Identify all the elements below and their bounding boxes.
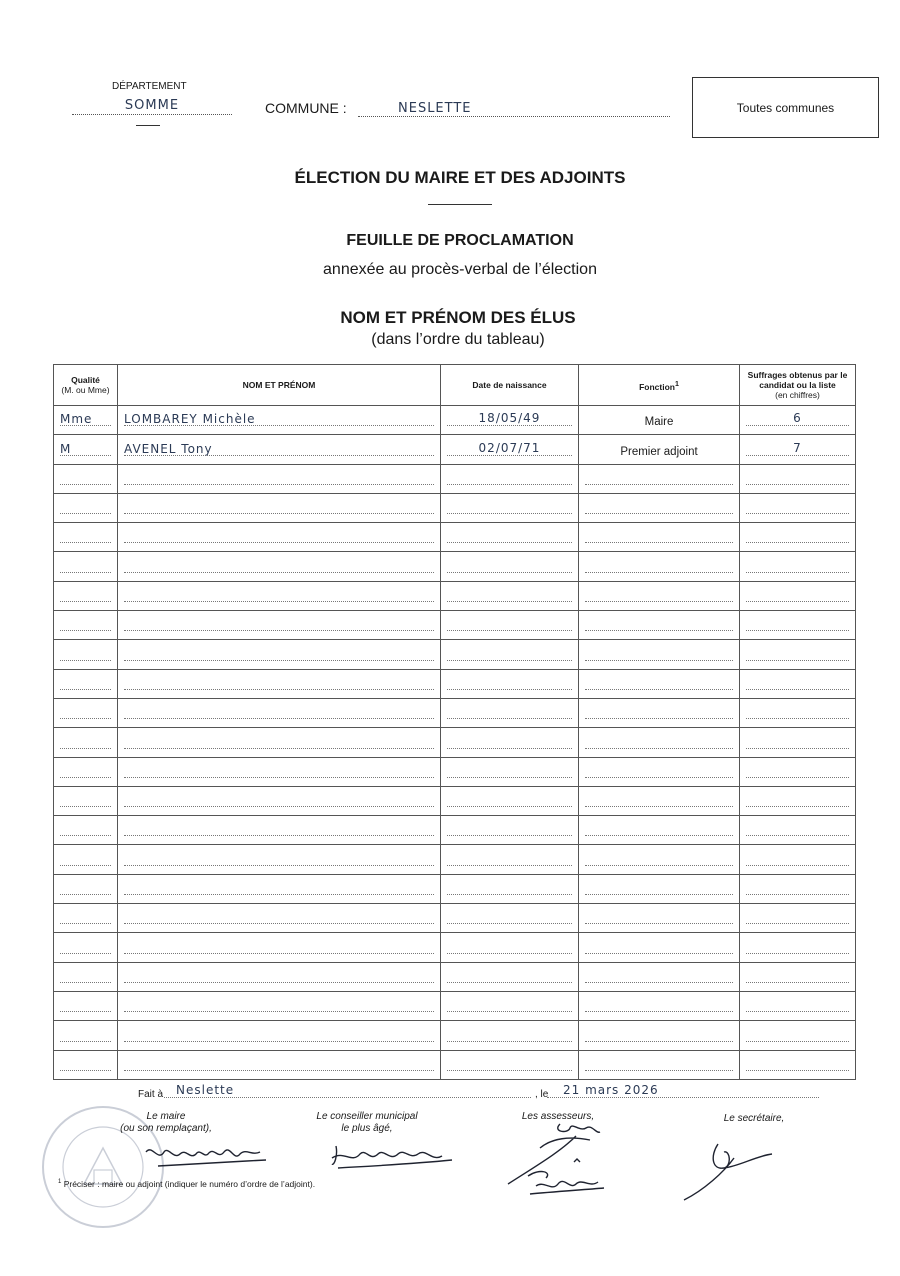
dotted-line	[585, 601, 733, 602]
cell-fonction	[579, 991, 740, 1020]
dotted-line	[746, 572, 849, 573]
dotted-line	[124, 748, 434, 749]
cell-nom	[118, 962, 441, 991]
cell-naissance	[441, 786, 579, 815]
cell-suffrages	[740, 933, 856, 962]
sheet-title: FEUILLE DE PROCLAMATION	[346, 232, 574, 249]
table-row	[54, 640, 856, 669]
cell-naissance	[441, 904, 579, 933]
cell-qualite	[54, 904, 118, 933]
cell-qualite	[54, 493, 118, 522]
table-row	[54, 669, 856, 698]
dotted-line	[746, 1070, 849, 1071]
header-qualite: Qualité (M. ou Mme)	[54, 365, 118, 406]
cell-qualite	[54, 874, 118, 903]
cell-naissance-value: 02/07/71	[478, 440, 541, 455]
cell-qualite-value: Mme	[60, 412, 93, 427]
conseiller-signature	[322, 1136, 458, 1176]
dotted-line	[746, 455, 849, 456]
dotted-line	[746, 630, 849, 631]
dotted-line	[746, 1011, 849, 1012]
dotted-line	[746, 865, 849, 866]
table-body	[54, 406, 856, 1080]
cell-nom	[118, 728, 441, 757]
cell-fonction	[579, 493, 740, 522]
dotted-line	[124, 542, 434, 543]
dotted-line	[585, 894, 733, 895]
table-header-row	[54, 365, 856, 406]
cell-fonction	[579, 962, 740, 991]
title-divider	[428, 204, 492, 205]
dotted-line	[60, 689, 111, 690]
dotted-line	[447, 982, 572, 983]
dotted-line	[124, 689, 434, 690]
cell-suffrages	[740, 1050, 856, 1079]
dotted-line	[60, 718, 111, 719]
dotted-line	[585, 1070, 733, 1071]
dotted-line	[746, 982, 849, 983]
cell-suffrages	[740, 786, 856, 815]
cell-fonction	[579, 845, 740, 874]
dotted-line	[447, 660, 572, 661]
cell-fonction	[579, 611, 740, 640]
dotted-line	[585, 748, 733, 749]
cell-nom	[118, 757, 441, 786]
fait-value: Neslette	[164, 1083, 531, 1098]
cell-naissance	[441, 523, 579, 552]
cell-fonction	[579, 1050, 740, 1079]
dotted-line	[124, 1041, 434, 1042]
cell-suffrages	[740, 728, 856, 757]
dotted-line	[124, 982, 434, 983]
cell-suffrages	[740, 757, 856, 786]
cell-qualite	[54, 757, 118, 786]
list-title: NOM ET PRÉNOM DES ÉLUS	[340, 308, 576, 327]
cell-suffrages	[740, 552, 856, 581]
cell-suffrages	[740, 523, 856, 552]
cell-nom	[118, 816, 441, 845]
secretaire-sign-label: Le secrétaire,	[723, 1113, 785, 1124]
dotted-line	[60, 777, 111, 778]
dotted-line	[585, 835, 733, 836]
cell-nom	[118, 786, 441, 815]
cell-naissance	[441, 552, 579, 581]
dotted-line	[447, 572, 572, 573]
cell-qualite	[54, 991, 118, 1020]
dotted-line	[60, 806, 111, 807]
departement-divider	[136, 125, 160, 126]
commune-value: NESLETTE	[358, 101, 670, 117]
dotted-line	[746, 513, 849, 514]
departement-value: SOMME	[72, 98, 232, 115]
table-row	[54, 698, 856, 727]
cell-nom	[118, 669, 441, 698]
cell-suffrages	[740, 816, 856, 845]
cell-nom	[118, 874, 441, 903]
cell-fonction	[579, 523, 740, 552]
dotted-line	[585, 777, 733, 778]
cell-fonction	[579, 435, 740, 464]
dotted-line	[60, 982, 111, 983]
table-row	[54, 991, 856, 1020]
dotted-line	[585, 1011, 733, 1012]
dotted-line	[124, 513, 434, 514]
sheet-subtitle: annexée au procès-verbal de l’élection	[323, 261, 597, 278]
cell-suffrages	[740, 581, 856, 610]
dotted-line	[124, 660, 434, 661]
dotted-line	[746, 601, 849, 602]
table-row	[54, 464, 856, 493]
cell-qualite	[54, 640, 118, 669]
cell-qualite	[54, 962, 118, 991]
cell-naissance	[441, 933, 579, 962]
elected-table	[53, 364, 856, 1080]
cell-suffrages	[740, 493, 856, 522]
dotted-line	[746, 748, 849, 749]
table-row	[54, 406, 856, 435]
cell-naissance	[441, 757, 579, 786]
dotted-line	[447, 953, 572, 954]
dotted-line	[60, 601, 111, 602]
cell-naissance	[441, 698, 579, 727]
cell-qualite	[54, 435, 118, 464]
cell-naissance-value: 18/05/49	[478, 411, 541, 426]
table-row	[54, 1021, 856, 1050]
cell-nom	[118, 991, 441, 1020]
cell-suffrages	[740, 991, 856, 1020]
cell-fonction	[579, 669, 740, 698]
dotted-line	[124, 630, 434, 631]
dotted-line	[746, 894, 849, 895]
communes-box	[692, 77, 879, 138]
dotted-line	[60, 572, 111, 573]
dotted-line	[124, 953, 434, 954]
dotted-line	[60, 748, 111, 749]
cell-qualite	[54, 464, 118, 493]
cell-suffrages	[740, 874, 856, 903]
dotted-line	[447, 484, 572, 485]
cell-qualite	[54, 845, 118, 874]
cell-naissance	[441, 991, 579, 1020]
table-row	[54, 786, 856, 815]
cell-fonction	[579, 786, 740, 815]
cell-qualite	[54, 581, 118, 610]
dotted-line	[447, 835, 572, 836]
table-row	[54, 757, 856, 786]
cell-fonction	[579, 464, 740, 493]
table-row	[54, 904, 856, 933]
cell-fonction-value: Premier adjoint	[620, 445, 698, 458]
dotted-line	[746, 806, 849, 807]
dotted-line	[746, 718, 849, 719]
cell-fonction	[579, 640, 740, 669]
dotted-line	[60, 1070, 111, 1071]
cell-suffrages	[740, 1021, 856, 1050]
dotted-line	[447, 630, 572, 631]
cell-suffrages	[740, 845, 856, 874]
cell-suffrages	[740, 698, 856, 727]
dotted-line	[447, 923, 572, 924]
header-nom: NOM ET PRÉNOM	[118, 365, 441, 406]
cell-qualite	[54, 816, 118, 845]
cell-naissance	[441, 493, 579, 522]
dotted-line	[124, 1011, 434, 1012]
dotted-line	[60, 660, 111, 661]
dotted-line	[585, 630, 733, 631]
dotted-line	[447, 513, 572, 514]
dotted-line	[447, 894, 572, 895]
dotted-line	[124, 835, 434, 836]
dotted-line	[585, 513, 733, 514]
cell-suffrages	[740, 406, 856, 435]
dotted-line	[447, 748, 572, 749]
dotted-line	[60, 1011, 111, 1012]
dotted-line	[447, 865, 572, 866]
dotted-line	[447, 806, 572, 807]
dotted-line	[60, 542, 111, 543]
header-naissance: Date de naissance	[441, 365, 579, 406]
dotted-line	[60, 630, 111, 631]
cell-nom	[118, 933, 441, 962]
cell-suffrages	[740, 611, 856, 640]
cell-qualite	[54, 406, 118, 435]
cell-suffrages	[740, 962, 856, 991]
cell-nom-value: LOMBAREY Michèle	[124, 412, 256, 427]
cell-fonction	[579, 406, 740, 435]
dotted-line	[585, 718, 733, 719]
cell-naissance	[441, 816, 579, 845]
header-suffrages: Suffrages obtenus par le candidat ou la liste (en chiffres)	[740, 365, 856, 406]
dotted-line	[746, 953, 849, 954]
cell-nom	[118, 1050, 441, 1079]
dotted-line	[585, 923, 733, 924]
cell-nom	[118, 406, 441, 435]
dotted-line	[447, 1070, 572, 1071]
fait-label: Fait à	[138, 1089, 164, 1100]
dotted-line	[746, 1041, 849, 1042]
dotted-line	[447, 542, 572, 543]
table-row	[54, 552, 856, 581]
cell-qualite	[54, 698, 118, 727]
dotted-line	[746, 660, 849, 661]
dotted-line	[585, 572, 733, 573]
footnote: $^1$ Préciser : maire ou adjoint (indiquer le numéro d’ordre de l’adjoint).	[58, 1179, 316, 1189]
dotted-line	[447, 601, 572, 602]
cell-naissance	[441, 640, 579, 669]
cell-qualite-value: M	[60, 441, 72, 456]
cell-nom	[118, 845, 441, 874]
cell-nom	[118, 698, 441, 727]
table-row	[54, 523, 856, 552]
date-value: 21 mars 2026	[547, 1083, 819, 1098]
cell-qualite	[54, 933, 118, 962]
header-fonction: Fonction$^1$	[579, 365, 740, 406]
dotted-line	[124, 484, 434, 485]
main-title: ÉLECTION DU MAIRE ET DES ADJOINTS	[294, 168, 626, 187]
dotted-line	[124, 865, 434, 866]
cell-qualite	[54, 552, 118, 581]
dotted-line	[746, 689, 849, 690]
cell-nom	[118, 581, 441, 610]
cell-naissance	[441, 874, 579, 903]
cell-fonction	[579, 816, 740, 845]
dotted-line	[447, 718, 572, 719]
dotted-line	[746, 835, 849, 836]
dotted-line	[585, 1041, 733, 1042]
cell-suffrages	[740, 464, 856, 493]
cell-suffrages	[740, 669, 856, 698]
cell-fonction	[579, 904, 740, 933]
dotted-line	[447, 777, 572, 778]
cell-fonction	[579, 757, 740, 786]
cell-qualite	[54, 728, 118, 757]
cell-suffrages-value: 7	[793, 440, 802, 455]
dotted-line	[746, 923, 849, 924]
table-row	[54, 816, 856, 845]
dotted-line	[124, 894, 434, 895]
cell-suffrages	[740, 640, 856, 669]
dotted-line	[60, 953, 111, 954]
dotted-line	[585, 982, 733, 983]
cell-fonction-value: Maire	[644, 416, 674, 429]
list-subtitle: (dans l’ordre du tableau)	[371, 331, 545, 348]
cell-fonction	[579, 874, 740, 903]
cell-fonction	[579, 1021, 740, 1050]
cell-nom	[118, 611, 441, 640]
cell-fonction	[579, 728, 740, 757]
cell-nom	[118, 552, 441, 581]
dotted-line	[746, 425, 849, 426]
cell-suffrages-value: 6	[793, 411, 802, 426]
assesseurs-signature	[500, 1118, 612, 1202]
table-row	[54, 933, 856, 962]
cell-naissance	[441, 669, 579, 698]
cell-qualite	[54, 786, 118, 815]
cell-suffrages	[740, 435, 856, 464]
cell-qualite	[54, 1050, 118, 1079]
cell-nom	[118, 464, 441, 493]
dotted-line	[60, 835, 111, 836]
communes-box-text: Toutes communes	[736, 100, 835, 115]
cell-nom-value: AVENEL Tony	[124, 441, 213, 456]
dotted-line	[447, 1011, 572, 1012]
table-row	[54, 845, 856, 874]
cell-fonction	[579, 552, 740, 581]
dotted-line	[124, 572, 434, 573]
dotted-line	[124, 923, 434, 924]
table-row	[54, 581, 856, 610]
dotted-line	[60, 923, 111, 924]
cell-naissance	[441, 464, 579, 493]
table-row	[54, 728, 856, 757]
dotted-line	[585, 689, 733, 690]
dotted-line	[746, 777, 849, 778]
dotted-line	[124, 1070, 434, 1071]
maire-signature	[138, 1134, 274, 1174]
cell-nom	[118, 493, 441, 522]
date-label: , le	[535, 1089, 549, 1100]
cell-qualite	[54, 669, 118, 698]
cell-naissance	[441, 611, 579, 640]
cell-naissance	[441, 728, 579, 757]
dotted-line	[585, 806, 733, 807]
dotted-line	[60, 513, 111, 514]
secretaire-signature	[680, 1136, 780, 1206]
table-row	[54, 874, 856, 903]
dotted-line	[585, 542, 733, 543]
dotted-line	[60, 1041, 111, 1042]
dotted-line	[746, 484, 849, 485]
maire-sign-label: Le maire (ou son remplaçant),	[120, 1111, 212, 1134]
table-row	[54, 435, 856, 464]
cell-naissance	[441, 435, 579, 464]
cell-naissance	[441, 406, 579, 435]
dotted-line	[124, 777, 434, 778]
table-row	[54, 1050, 856, 1079]
dotted-line	[746, 542, 849, 543]
cell-nom	[118, 1021, 441, 1050]
table-row	[54, 962, 856, 991]
cell-naissance	[441, 1021, 579, 1050]
cell-naissance	[441, 581, 579, 610]
dotted-line	[447, 689, 572, 690]
conseiller-sign-label: Le conseiller municipal le plus âgé,	[316, 1111, 418, 1134]
cell-nom	[118, 523, 441, 552]
dotted-line	[124, 601, 434, 602]
dotted-line	[124, 806, 434, 807]
cell-fonction	[579, 933, 740, 962]
cell-nom	[118, 435, 441, 464]
assesseurs-sign-label: Les assesseurs,	[521, 1111, 595, 1122]
cell-naissance	[441, 845, 579, 874]
dotted-line	[60, 865, 111, 866]
cell-qualite	[54, 611, 118, 640]
cell-nom	[118, 904, 441, 933]
cell-qualite	[54, 523, 118, 552]
cell-naissance	[441, 1050, 579, 1079]
cell-fonction	[579, 698, 740, 727]
dotted-line	[447, 425, 572, 426]
dotted-line	[124, 718, 434, 719]
commune-label: COMMUNE :	[265, 100, 347, 116]
dotted-line	[585, 865, 733, 866]
table-row	[54, 611, 856, 640]
dotted-line	[60, 484, 111, 485]
table-row	[54, 493, 856, 522]
dotted-line	[447, 1041, 572, 1042]
dotted-line	[60, 894, 111, 895]
cell-qualite	[54, 1021, 118, 1050]
dotted-line	[585, 660, 733, 661]
departement-label: DÉPARTEMENT	[112, 81, 187, 92]
cell-nom	[118, 640, 441, 669]
dotted-line	[585, 484, 733, 485]
dotted-line	[585, 953, 733, 954]
cell-suffrages	[740, 904, 856, 933]
cell-fonction	[579, 581, 740, 610]
dotted-line	[447, 455, 572, 456]
cell-naissance	[441, 962, 579, 991]
